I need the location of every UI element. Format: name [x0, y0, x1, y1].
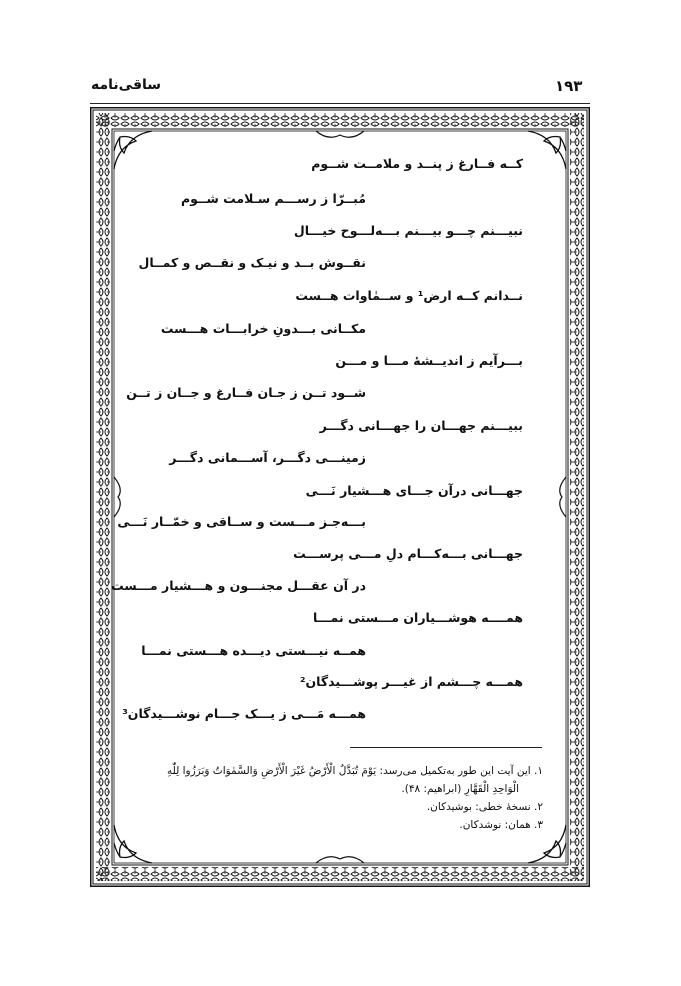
- verse-line: همــــه هوشـــیاران مـــستی نمـــا: [313, 610, 523, 625]
- running-title: ساقی‌نامه: [91, 77, 162, 93]
- verse-line: بـــرآیم ز اندیــشهٔ مـــا و مـــن: [335, 353, 523, 368]
- verse-line: بـــه‌جـز مـــست و ســاقی و خمّــار نَـــی: [117, 514, 366, 529]
- verse-line: مکــانی بـــدونِ خرابـــات هـــست: [160, 321, 366, 336]
- verse-line: کــه فــارغ ز پنــد و ملامــت شــوم: [311, 156, 523, 171]
- footnote-2: ۲. نسخهٔ خطی: بوشیدکان.: [426, 801, 543, 813]
- footnote-3: ۳. همان: نوشدکان.: [459, 819, 543, 831]
- footnote-1-continuation: الْوَاحِدِ الْقَهَّارِ (ابراهیم: ۴۸).: [401, 783, 519, 795]
- verse-line: ببیـــنم جهـــان را جهـــانی دگـــر: [319, 418, 523, 433]
- verse-line: نقــوش بــد و نیـک و نقــص و کمــال: [138, 255, 366, 270]
- verse-line: همـــه مَـــی ز یـــک جـــام نوشـــیدگان³: [122, 706, 366, 721]
- verse-line: جهـــانی بـــه‌کـــام دلِ مـــی پرســـت: [293, 546, 523, 561]
- page-number: ۱۹۳: [555, 77, 583, 95]
- verse-line: نبیـــنم چـــو بیـــنم بـــه‌لـــوح خیـــال: [293, 223, 523, 238]
- verse-line: نــدانم کــه ارض¹ و ســمٰاوات هــست: [295, 288, 523, 303]
- verse-line: زمینـــی دگـــر، آســـمانی دگـــر: [169, 450, 366, 465]
- verse-line: در آن عقـــل مجنـــون و هـــشیار مـــست: [111, 578, 366, 593]
- verse-line: مُبــرّا ز رســـم سـلامت شــوم: [180, 191, 366, 206]
- verse-line: همــه نیـــستی دیـــده هـــستی نمـــا: [141, 643, 366, 658]
- verse-line: جهـــانی درآن جـــای هـــشیار نَـــی: [305, 483, 523, 498]
- decorative-border: [90, 107, 590, 887]
- verse-line: همـــه چـــشم از غیـــر پوشـــیدگان²: [300, 674, 523, 689]
- verse-line: شــود تــن ز جـان فــارغ و جــان ز تــن: [126, 385, 366, 400]
- header-rule: [90, 103, 590, 104]
- footnote-1: ۱. این آیت این طور به‌تکمیل می‌رسد: يَوْمَ تُبَدَّلُ الْأَرْضُ غَيْرَ الْأَرْضِ وَالسَّمٰوَاتُ وَبَرَزُوا لِلّٰهِ: [166, 765, 543, 777]
